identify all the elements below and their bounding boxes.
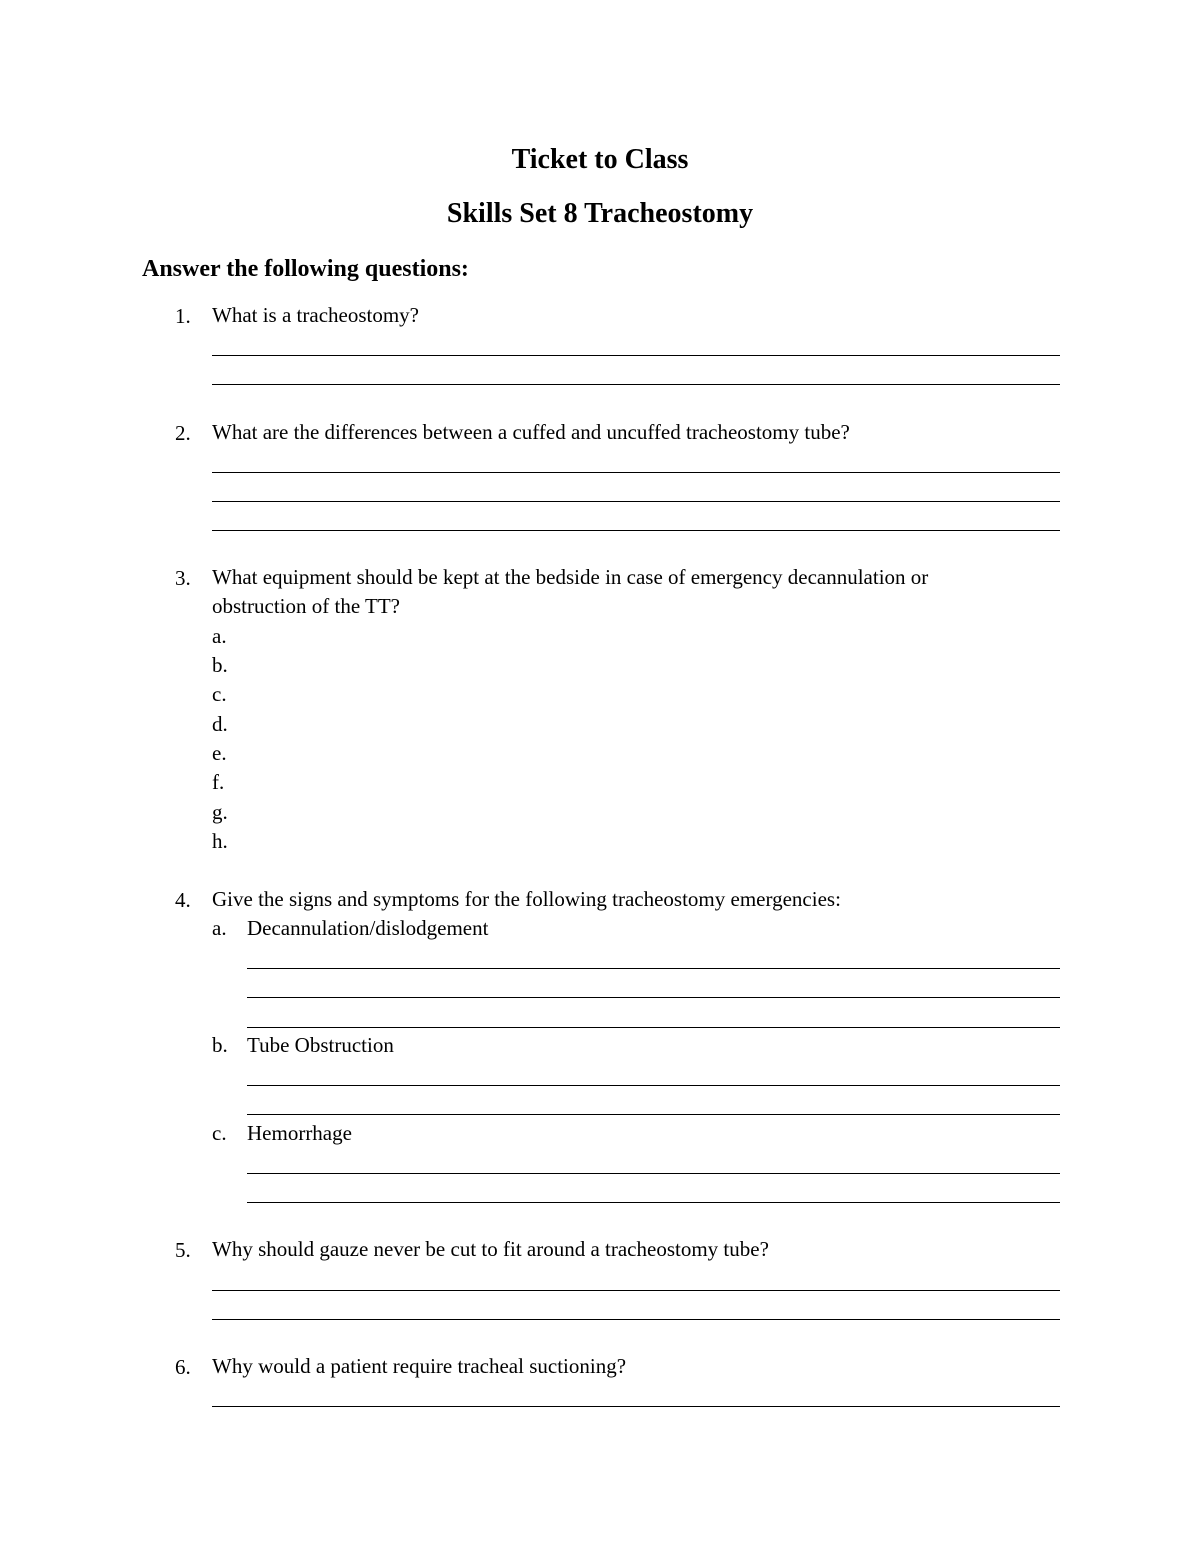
instructions-heading: Answer the following questions: — [142, 256, 469, 282]
list-item-a[interactable]: a. — [212, 624, 227, 648]
answer-line[interactable] — [212, 1290, 1060, 1291]
question-number: 4. — [175, 888, 191, 912]
question-text-line: What equipment should be kept at the bedside in case of emergency decannulation or — [212, 565, 929, 589]
list-item-c[interactable]: c. — [212, 682, 227, 706]
list-item-b[interactable]: b. — [212, 653, 228, 677]
answer-line[interactable] — [247, 1085, 1060, 1086]
answer-line[interactable] — [212, 472, 1060, 473]
answer-line[interactable] — [212, 501, 1060, 502]
question-number: 3. — [175, 566, 191, 590]
list-item-g[interactable]: g. — [212, 800, 228, 824]
list-item-f[interactable]: f. — [212, 770, 225, 794]
answer-line[interactable] — [247, 1027, 1060, 1028]
question-number: 1. — [175, 304, 191, 328]
question-number: 6. — [175, 1355, 191, 1379]
list-item-h[interactable]: h. — [212, 829, 228, 853]
answer-line[interactable] — [212, 355, 1060, 356]
question-text-line: obstruction of the TT? — [212, 594, 400, 618]
answer-line[interactable] — [247, 1114, 1060, 1115]
question-text: What are the differences between a cuffed and uncuffed tracheostomy tube? — [212, 420, 850, 444]
sub-question-label: Tube Obstruction — [247, 1033, 394, 1057]
question-text: What is a tracheostomy? — [212, 303, 420, 327]
sub-question-label: Hemorrhage — [247, 1121, 352, 1145]
question-number: 2. — [175, 421, 191, 445]
page-subtitle: Skills Set 8 Tracheostomy — [446, 198, 754, 229]
answer-line[interactable] — [212, 384, 1060, 385]
answer-line[interactable] — [247, 1202, 1060, 1203]
page-title: Ticket to Class — [511, 144, 689, 175]
question-text: Give the signs and symptoms for the following tracheostomy emergencies: — [212, 887, 841, 911]
answer-line[interactable] — [247, 997, 1060, 998]
answer-line[interactable] — [247, 1173, 1060, 1174]
list-item-d[interactable]: d. — [212, 712, 228, 736]
answer-line[interactable] — [212, 1406, 1060, 1407]
sub-question-letter: b. — [212, 1033, 228, 1057]
list-item-e[interactable]: e. — [212, 741, 227, 765]
sub-question-label: Decannulation/dislodgement — [247, 916, 489, 940]
question-number: 5. — [175, 1238, 191, 1262]
question-text: Why would a patient require tracheal suctioning? — [212, 1354, 627, 1378]
answer-line[interactable] — [212, 530, 1060, 531]
answer-line[interactable] — [247, 968, 1060, 969]
answer-line[interactable] — [212, 1319, 1060, 1320]
question-text: Why should gauze never be cut to fit around a tracheostomy tube? — [212, 1237, 769, 1261]
sub-question-letter: a. — [212, 916, 227, 940]
sub-question-letter: c. — [212, 1121, 227, 1145]
